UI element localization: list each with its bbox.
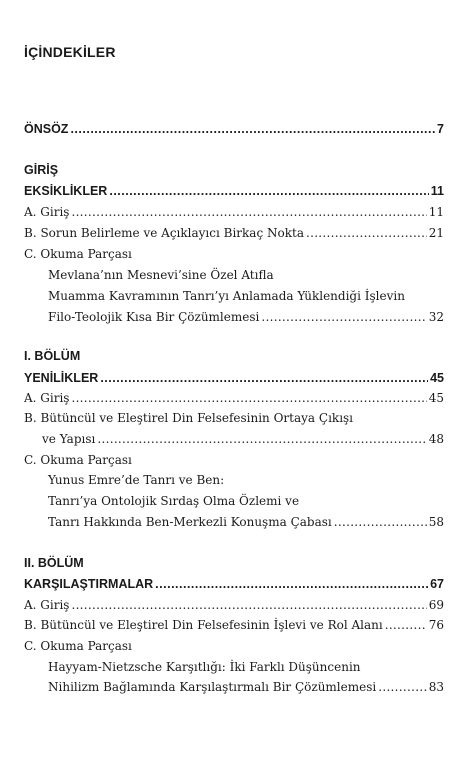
toc-subline: Hayyam-Nietzsche Karşıtlığı: İki Farklı Düşüncenin [48, 660, 361, 674]
toc-subline: Tanrı’ya Ontolojik Sırdaş Olma Özlemi ve [48, 494, 300, 508]
toc-label: YENİLİKLER [24, 371, 99, 385]
toc-label: KARŞILAŞTIRMALAR [24, 577, 154, 591]
leader-dots [71, 390, 426, 406]
toc-page-number: 11 [428, 205, 444, 219]
toc-entry-onsoz[interactable] [24, 121, 444, 137]
leader-dots [261, 309, 426, 325]
toc-entry-bolum2-a[interactable] [24, 597, 444, 613]
toc-label: A. Giriş [24, 598, 70, 612]
toc-subline: Yunus Emre’de Tanrı ve Ben: [48, 473, 225, 487]
toc-page-number: 48 [428, 432, 444, 446]
toc-entry-giris-a[interactable] [24, 204, 444, 220]
leader-dots [334, 514, 427, 530]
toc-label: B. Bütüncül ve Eleştirel Din Felsefesinin İşlevi ve Rol Alanı [24, 618, 383, 632]
toc-entry-bolum2-c[interactable] [48, 679, 444, 695]
toc-subheading: B. Bütüncül ve Eleştirel Din Felsefesinin Ortaya Çıkışı [24, 411, 354, 425]
toc-label: A. Giriş [24, 205, 70, 219]
toc-page-number: 7 [437, 122, 444, 136]
toc-page-number: 76 [428, 618, 444, 632]
toc-entry-bolum1-c[interactable] [48, 514, 444, 530]
toc-subline: Muamma Kavramının Tanrı’yı Anlamada Yüklendiği İşlevin [48, 289, 405, 303]
toc-page-number: 45 [428, 391, 444, 405]
toc-label: ÖNSÖZ [24, 122, 69, 136]
leader-dots [71, 597, 426, 613]
toc-page-number: 83 [428, 680, 444, 694]
toc-entry-eksiklikler[interactable] [24, 183, 444, 199]
leader-dots [71, 204, 426, 220]
toc-entry-bolum2-b[interactable] [24, 617, 444, 633]
toc-label: Filo-Teolojik Kısa Bir Çözümlemesi [48, 310, 260, 324]
leader-dots [70, 121, 435, 137]
toc-entry-yenilikler[interactable] [24, 370, 444, 386]
section-heading-bolum-2: II. BÖLÜM [24, 556, 84, 570]
toc-label: Nihilizm Bağlamında Karşılaştırmalı Bir Çözümlemesi [48, 680, 377, 694]
toc-page-number: 21 [428, 226, 444, 240]
toc-subline: Mevlana’nın Mesnevi’sine Özel Atıfla [48, 268, 274, 282]
toc-entry-giris-b[interactable] [24, 225, 444, 241]
toc-entry-giris-c[interactable] [48, 309, 444, 325]
leader-dots [100, 370, 428, 386]
toc-label: B. Sorun Belirleme ve Açıklayıcı Birkaç Nokta [24, 226, 304, 240]
toc-page-number: 11 [430, 184, 444, 198]
page-title: İÇİNDEKİLER [24, 44, 116, 60]
toc-entry-karsilastirmalar[interactable] [24, 576, 444, 592]
toc-entry-bolum1-b[interactable] [42, 431, 444, 447]
toc-page-number: 67 [430, 577, 444, 591]
leader-dots [378, 679, 427, 695]
toc-page-number: 45 [430, 371, 444, 385]
section-heading-giris: GİRİŞ [24, 163, 59, 177]
toc-subheading: C. Okuma Parçası [24, 453, 132, 467]
toc-subheading: C. Okuma Parçası [24, 639, 132, 653]
toc-label: A. Giriş [24, 391, 70, 405]
toc-label: Tanrı Hakkında Ben-Merkezli Konuşma Çabası [48, 515, 332, 529]
toc-entry-bolum1-a[interactable] [24, 390, 444, 406]
toc-page-number: 69 [428, 598, 444, 612]
section-heading-bolum-1: I. BÖLÜM [24, 349, 81, 363]
leader-dots [109, 183, 428, 199]
toc-page-number: 32 [428, 310, 444, 324]
leader-dots [385, 617, 427, 633]
toc-page-number: 58 [428, 515, 444, 529]
toc-label: ve Yapısı [42, 432, 96, 446]
toc-subheading: C. Okuma Parçası [24, 247, 132, 261]
leader-dots [155, 576, 428, 592]
toc-label: EKSİKLİKLER [24, 184, 108, 198]
leader-dots [306, 225, 427, 241]
leader-dots [97, 431, 426, 447]
